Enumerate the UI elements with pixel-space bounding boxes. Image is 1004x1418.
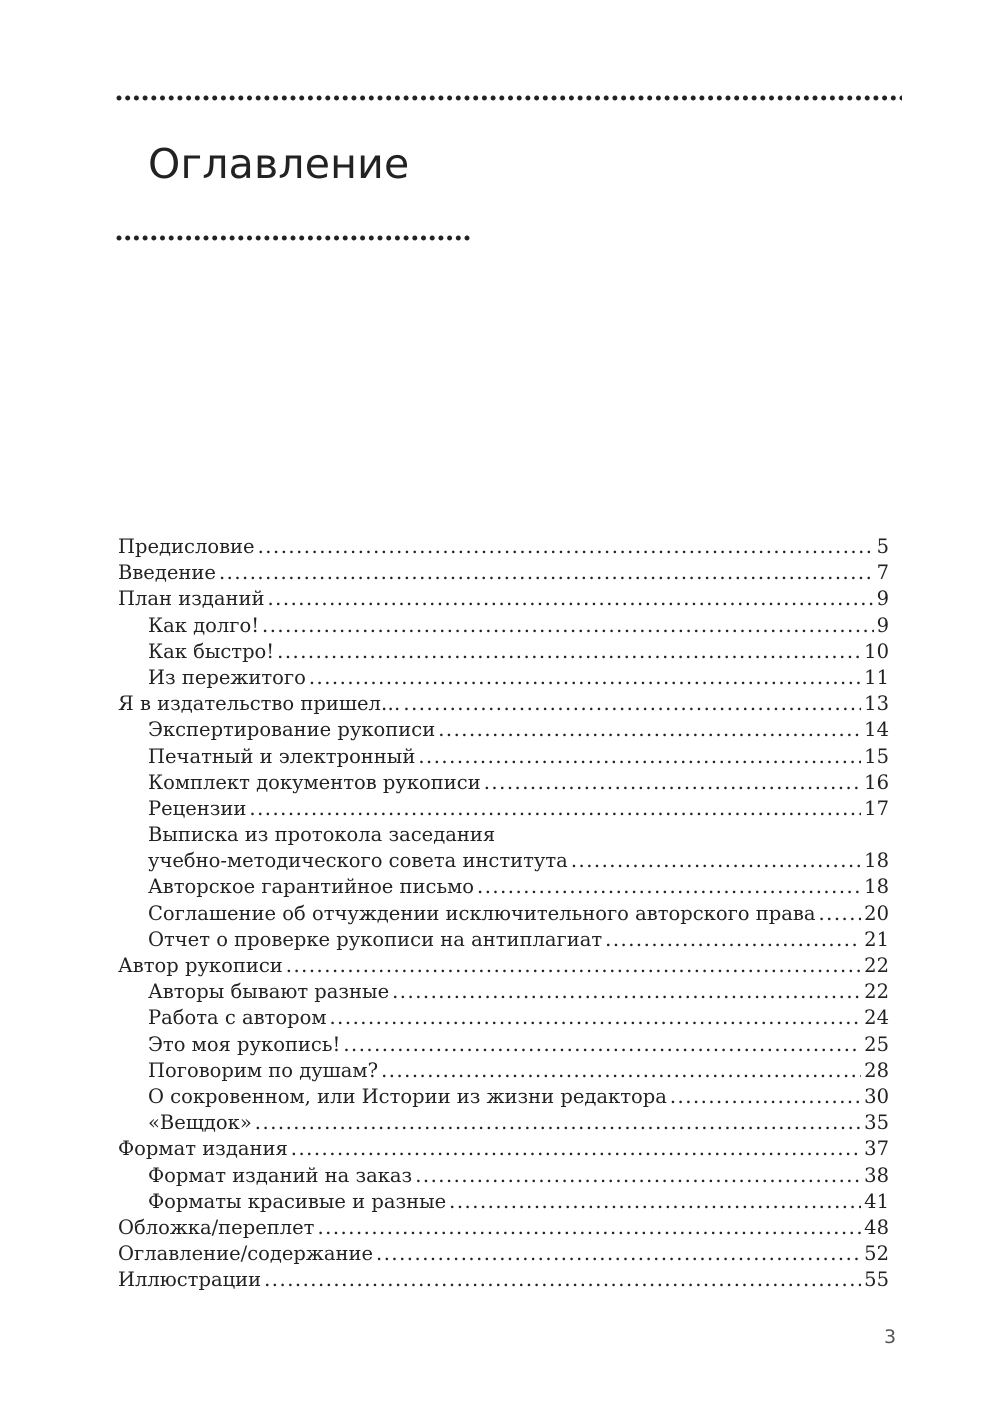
table-of-contents [118, 534, 889, 1293]
toc-entry-page: 18 [864, 875, 889, 899]
toc-entry[interactable] [118, 1189, 889, 1215]
toc-entry-title: Я в издательство пришел… [118, 692, 401, 716]
toc-entry-title: Из пережитого [148, 665, 306, 689]
toc-entry-page: 9 [876, 613, 889, 637]
toc-entry-title: Комплект документов рукописи [148, 770, 481, 794]
toc-entry-title: Рецензии [148, 796, 247, 820]
toc-dot-leader [343, 1032, 861, 1058]
toc-entry-title: Отчет о проверке рукописи на антиплагиат [148, 927, 603, 951]
toc-dot-leader [381, 1058, 861, 1084]
toc-entry-title: Работа с автором [148, 1006, 327, 1030]
toc-entry-title: учебно-методического совета института [148, 849, 568, 873]
toc-entry-title: Авторы бывают разные [148, 980, 390, 1004]
toc-entry[interactable] [118, 534, 889, 560]
toc-entry-page: 15 [864, 744, 889, 768]
title-dotted-rule [116, 234, 474, 242]
toc-dot-leader [571, 848, 861, 874]
toc-entry[interactable] [118, 1136, 889, 1162]
toc-entry[interactable] [118, 901, 889, 927]
toc-entry-title: Иллюстрации [118, 1268, 262, 1292]
toc-entry[interactable] [118, 1163, 889, 1189]
page-title: Оглавление [148, 140, 410, 188]
toc-entry-title: Автор рукописи [118, 954, 283, 977]
toc-entry[interactable] [118, 560, 889, 586]
toc-entry-title: Предисловие [118, 535, 255, 558]
toc-dot-leader [477, 874, 861, 900]
toc-entry-title: Печатный и электронный [148, 744, 416, 768]
toc-entry[interactable] [118, 1084, 889, 1110]
toc-dot-leader [329, 1005, 861, 1031]
toc-entry-page: 10 [864, 639, 889, 663]
toc-entry[interactable] [118, 1032, 889, 1058]
toc-entry-page: 7 [876, 561, 889, 585]
toc-dot-leader [249, 796, 861, 822]
toc-dot-leader [415, 1163, 861, 1189]
toc-entry-page: 14 [864, 718, 889, 742]
toc-entry-title: «Вещдок» [148, 1111, 252, 1135]
toc-dot-leader [376, 1241, 861, 1267]
toc-dot-leader [818, 901, 861, 927]
toc-dot-leader [219, 560, 874, 586]
toc-dot-leader [438, 717, 861, 743]
toc-entry-title: Поговорим по душам? [148, 1058, 379, 1082]
toc-entry-title: Формат изданий на заказ [148, 1163, 413, 1187]
toc-dot-leader [403, 691, 861, 717]
toc-dot-leader [267, 586, 873, 612]
toc-entry[interactable] [118, 1241, 889, 1267]
toc-entry-title: Соглашение об отчуждении исключительного авторского права [148, 901, 816, 925]
toc-entry[interactable] [118, 953, 889, 979]
toc-entry[interactable] [118, 1215, 889, 1241]
toc-entry[interactable] [118, 613, 889, 639]
toc-entry-page: 18 [864, 849, 889, 873]
toc-entry-page: 48 [864, 1215, 889, 1239]
toc-entry-title: План изданий [118, 587, 265, 611]
toc-dot-leader [277, 639, 861, 665]
toc-entry[interactable] [118, 744, 889, 770]
toc-dot-leader [286, 953, 861, 979]
toc-entry[interactable] [118, 691, 889, 717]
toc-entry[interactable] [118, 1110, 889, 1136]
toc-entry[interactable] [118, 665, 889, 691]
toc-entry-title: Как долго! [148, 613, 260, 637]
toc-entry-title: Как быстро! [148, 639, 275, 663]
toc-dot-leader [392, 979, 861, 1005]
toc-entry[interactable] [118, 822, 889, 848]
toc-entry[interactable] [118, 1058, 889, 1084]
toc-entry-page: 21 [864, 927, 889, 951]
toc-dot-leader [670, 1084, 861, 1110]
toc-entry-page: 22 [864, 980, 889, 1004]
toc-entry-page: 11 [864, 665, 889, 689]
toc-entry[interactable] [118, 796, 889, 822]
toc-dot-leader [449, 1189, 861, 1215]
toc-entry-page: 5 [876, 535, 889, 558]
toc-entry-page: 13 [864, 692, 889, 716]
toc-entry[interactable] [118, 586, 889, 612]
toc-entry-page: 41 [864, 1189, 889, 1213]
toc-entry-page: 55 [864, 1268, 889, 1292]
toc-entry[interactable] [118, 717, 889, 743]
toc-dot-leader [605, 927, 861, 953]
toc-entry[interactable] [118, 1267, 889, 1293]
toc-dot-leader [309, 665, 861, 691]
toc-dot-leader [418, 744, 861, 770]
toc-entry-page: 37 [864, 1137, 889, 1161]
toc-entry[interactable] [118, 1005, 889, 1031]
toc-dot-leader [258, 534, 874, 560]
toc-entry[interactable] [118, 979, 889, 1005]
toc-dot-leader [264, 1267, 861, 1293]
page-number: 3 [884, 1326, 897, 1348]
toc-entry-title: Введение [118, 561, 216, 585]
toc-entry[interactable] [118, 639, 889, 665]
toc-entry-page: 25 [864, 1032, 889, 1056]
top-dotted-rule [116, 94, 902, 102]
toc-entry-title: Обложка/переплет [118, 1215, 315, 1239]
toc-entry-page: 20 [864, 901, 889, 925]
toc-entry-title: Экспертирование рукописи [148, 718, 436, 742]
toc-entry-title: Выписка из протокола заседания [148, 823, 496, 847]
toc-dot-leader [484, 770, 861, 796]
toc-entry-page: 17 [864, 796, 889, 820]
toc-entry[interactable] [118, 874, 889, 900]
toc-entry-title: Форматы красивые и разные [148, 1189, 447, 1213]
toc-entry-title: Формат издания [118, 1137, 288, 1161]
toc-entry-page: 9 [876, 587, 889, 611]
toc-entry-page: 38 [864, 1163, 889, 1187]
toc-entry-title: Авторское гарантийное письмо [148, 875, 474, 899]
toc-dot-leader [262, 613, 874, 639]
toc-entry-title: Это моя рукопись! [148, 1032, 341, 1056]
toc-entry-page: 28 [864, 1058, 889, 1082]
toc-entry-title: Оглавление/содержание [118, 1242, 374, 1266]
toc-entry[interactable] [118, 848, 889, 874]
toc-entry[interactable] [118, 927, 889, 953]
toc-dot-leader [317, 1215, 861, 1241]
toc-entry-page: 24 [864, 1006, 889, 1030]
toc-dot-leader [255, 1110, 861, 1136]
toc-dot-leader [291, 1136, 861, 1162]
toc-entry-title: О сокровенном, или Истории из жизни редактора [148, 1084, 667, 1108]
toc-entry-page: 52 [864, 1242, 889, 1266]
toc-entry-page: 16 [864, 770, 889, 794]
toc-entry[interactable] [118, 770, 889, 796]
toc-entry-page: 30 [864, 1084, 889, 1108]
toc-entry-page: 35 [864, 1111, 889, 1135]
toc-entry-page: 22 [864, 954, 889, 977]
